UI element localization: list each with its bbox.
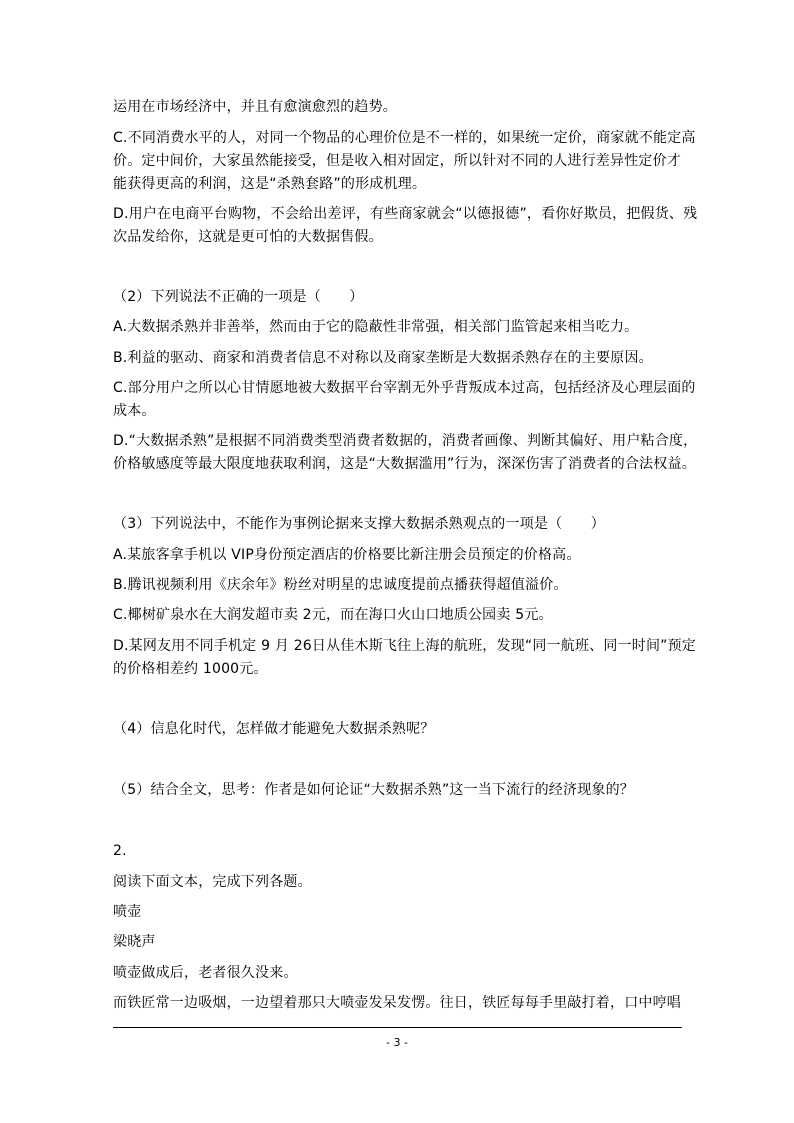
section-number: 2.: [113, 843, 127, 859]
question-5-stem: （5）结合全文，思考：作者是如何论证“大数据杀熟”这一当下流行的经济现象的？: [113, 782, 635, 798]
q2-option-d-line-1: D.“大数据杀熟”是根据不同消费类型消费者数据的，消费者画像、判断其偏好、用户粘合度，: [113, 433, 698, 449]
story-paragraph-1: 喷壶做成后，老者很久没来。: [113, 965, 298, 981]
option-c-line-3: 能获得更高的利润，这是“杀熟套路”的形成机理。: [113, 176, 427, 192]
q2-option-d-line-2: 价格敏感度等最大限度地获取利润，这是“大数据滥用”行为，深深伤害了消费者的合法权益。: [113, 456, 696, 472]
q3-option-b: B.腾讯视频利用《庆余年》粉丝对明星的忠诚度提前点播获得超值溢价。: [113, 577, 568, 593]
q2-option-a: A.大数据杀熟并非善举，然而由于它的隐蔽性非常强，相关部门监管起来相当吃力。: [113, 319, 639, 335]
q3-option-c: C.椰树矿泉水在大润发超市卖 2元，而在海口火山口地质公园卖 5元。: [113, 607, 553, 623]
story-author: 梁晓声: [113, 934, 156, 950]
q2-option-b: B.利益的驱动、商家和消费者信息不对称以及商家垄断是大数据杀熟存在的主要原因。: [113, 350, 653, 366]
section-instruction: 阅读下面文本，完成下列各题。: [113, 874, 312, 890]
story-paragraph-2: 而铁匠常一边吸烟，一边望着那只大喷壶发呆发愣。往日，铁匠每每手里敲打着，口中哼唱: [113, 995, 681, 1011]
page-number: - 3 -: [386, 1036, 408, 1049]
option-d-line-1: D.用户在电商平台购物，不会给出差评，有些商家就会“以德报德”，看你好欺员，把假货、残: [113, 206, 698, 222]
option-c-line-1: C.不同消费水平的人，对同一个物品的心理价位是不一样的，如果统一定价，商家就不能定高: [113, 130, 696, 146]
question-3-stem: （3）下列说法中，不能作为事例论据来支撑大数据杀熟观点的一项是（ ）: [113, 516, 605, 532]
q2-option-c-line-1: C.部分用户之所以心甘情愿地被大数据平台宰割无外乎背叛成本过高，包括经济及心理层面的: [113, 380, 696, 396]
question-2-stem: （2）下列说法不正确的一项是（ ）: [113, 289, 364, 305]
q3-option-a: A.某旅客拿手机以 VIP身份预定酒店的价格要比新注册会员预定的价格高。: [113, 547, 581, 563]
q2-option-c-line-2: 成本。: [113, 403, 156, 419]
story-title: 喷壶: [113, 904, 142, 920]
footer-divider: [113, 1027, 682, 1028]
question-4-stem: （4）信息化时代，怎样做才能避免大数据杀熟呢？: [113, 721, 435, 737]
passage-line: 运用在市场经济中，并且有愈演愈烈的趋势。: [113, 99, 397, 115]
option-d-line-2: 次品发给你，这就是更可怕的大数据售假。: [113, 229, 383, 245]
q3-option-d-line-1: D.某网友用不同手机定 9 月 26日从佳木斯飞往上海的航班，发现“同一航班、同一时间”预定: [113, 638, 697, 654]
option-c-line-2: 价。定中间价，大家虽然能接受，但是收入相对固定，所以针对不同的人进行差异性定价才: [113, 153, 681, 169]
q3-option-d-line-2: 的价格相差约 1000元。: [113, 661, 268, 677]
